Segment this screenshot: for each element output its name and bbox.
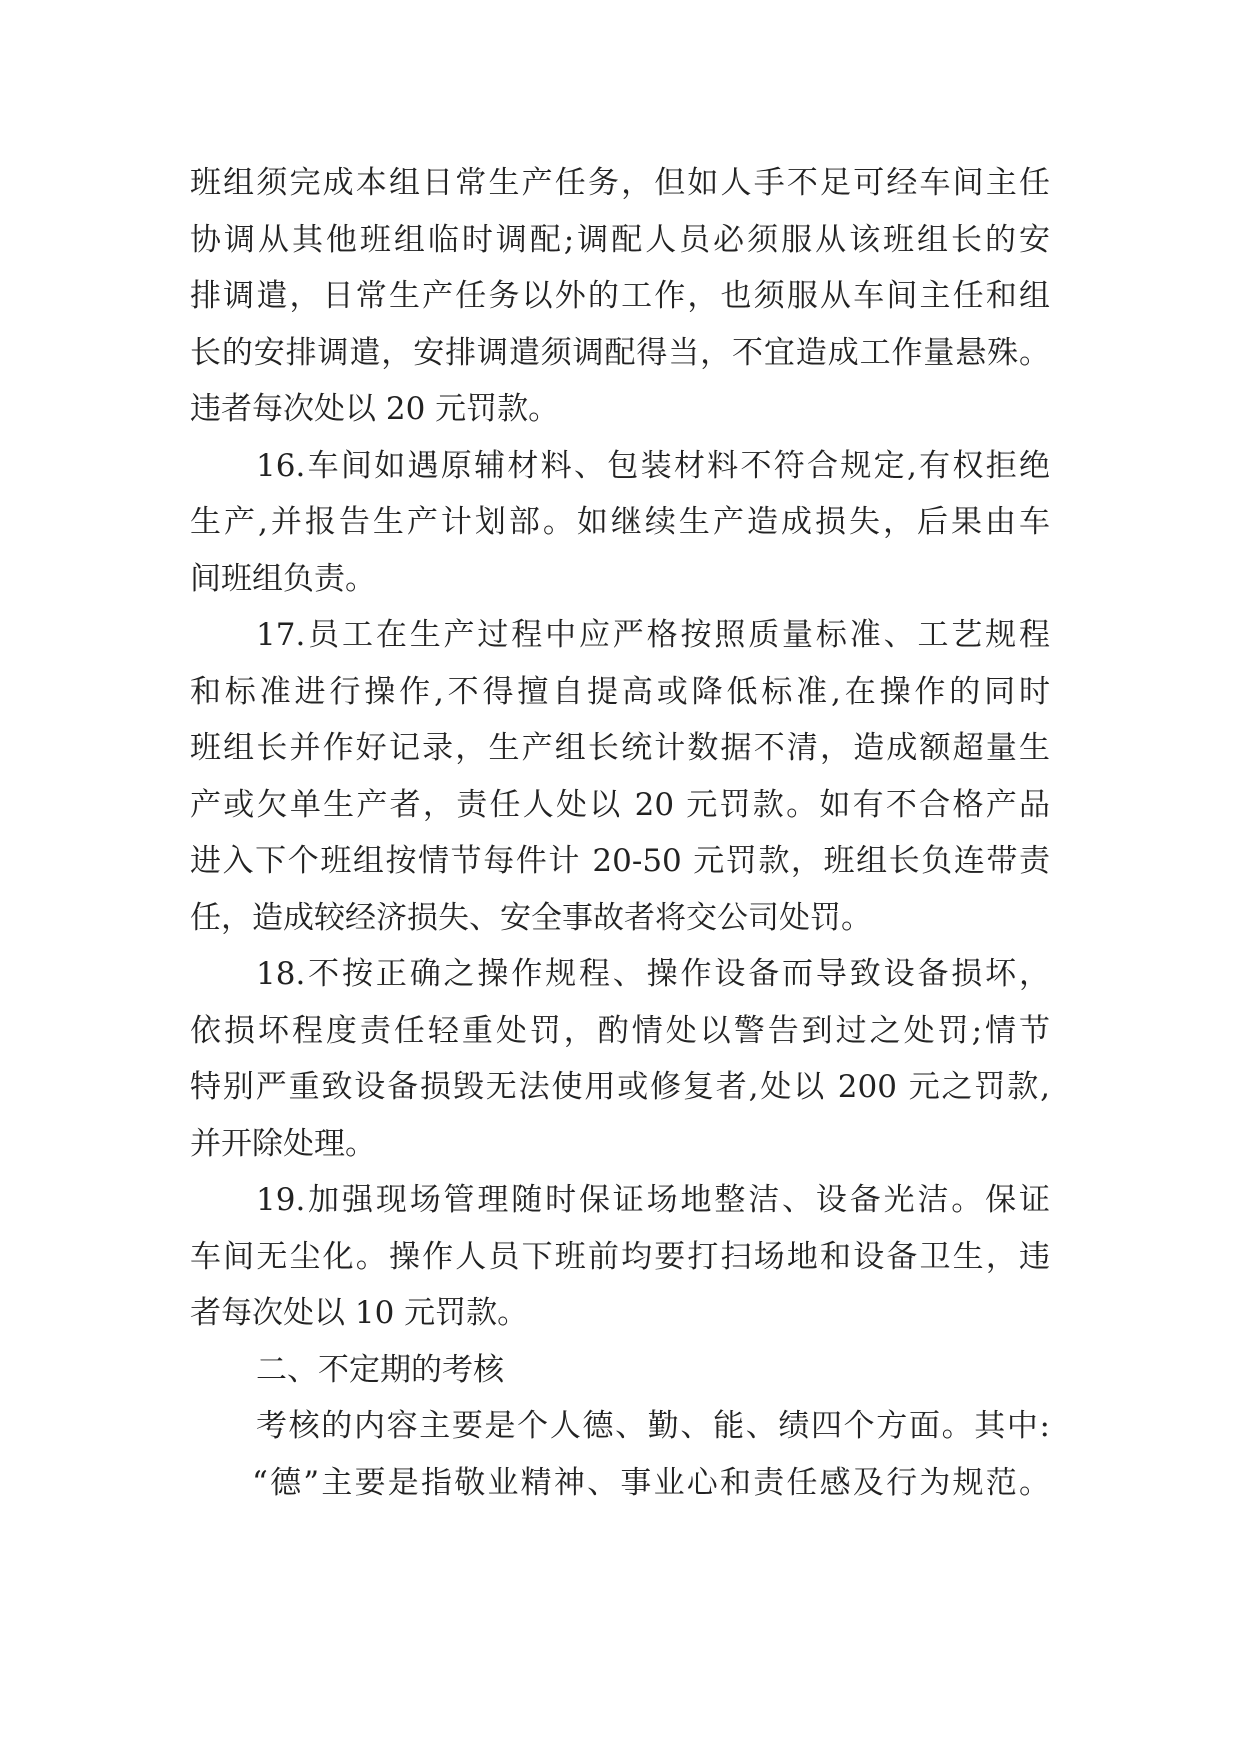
paragraph-line: 间班组负责。	[190, 560, 376, 597]
paragraph-line: 18.不按正确之操作规程、操作设备而导致设备损坏，	[256, 956, 1050, 992]
paragraph-line: 进入下个班组按情节每件计 20-50 元罚款，班组长负连带责	[190, 843, 1050, 879]
paragraph-line: 19.加强现场管理随时保证场地整洁、设备光洁。保证	[256, 1182, 1050, 1218]
paragraph-line: 特别严重致设备损毁无法使用或修复者,处以 200 元之罚款,	[190, 1069, 1050, 1105]
paragraph-line: 和标准进行操作,不得擅自提高或降低标准,在操作的同时	[190, 673, 1050, 710]
paragraph-line: 车间无尘化。操作人员下班前均要打扫场地和设备卫生，违	[190, 1238, 1050, 1275]
paragraph-line: 17.员工在生产过程中应严格按照质量标准、工艺规程	[256, 617, 1050, 653]
paragraph-line: 排调遣，日常生产任务以外的工作，也须服从车间主任和组	[190, 278, 1050, 314]
paragraph-line: 任，造成较经济损失、安全事故者将交公司处罚。	[190, 899, 872, 936]
paragraph-line: 班组须完成本组日常生产任务，但如人手不足可经车间主任	[190, 165, 1050, 201]
paragraph-line: 生产,并报告生产计划部。如继续生产造成损失，后果由车	[190, 504, 1050, 540]
paragraph-line: 班组长并作好记录，生产组长统计数据不清，造成额超量生	[190, 730, 1050, 766]
paragraph-line: 16.车间如遇原辅材料、包装材料不符合规定,有权拒绝	[256, 447, 1050, 484]
paragraph-line: 协调从其他班组临时调配;调配人员必须服从该班组长的安	[190, 221, 1050, 258]
paragraph-line: 长的安排调遣，安排调遣须调配得当，不宜造成工作量悬殊。	[190, 334, 1050, 371]
paragraph-line: 并开除处理。	[190, 1125, 376, 1162]
paragraph-line: “德”主要是指敬业精神、事业心和责任感及行为规范。	[252, 1464, 1050, 1501]
document-body	[190, 155, 1050, 1511]
paragraph-line: 产或欠单生产者，责任人处以 20 元罚款。如有不合格产品	[190, 786, 1050, 823]
paragraph-line: 违者每次处以 20 元罚款。	[190, 391, 560, 427]
paragraph-line: 依损坏程度责任轻重处罚，酌情处以警告到过之处罚;情节	[190, 1012, 1050, 1049]
section-heading: 二、不定期的考核	[256, 1351, 504, 1388]
paragraph-line: 考核的内容主要是个人德、勤、能、绩四个方面。其中:	[256, 1408, 1050, 1444]
paragraph-line: 者每次处以 10 元罚款。	[190, 1295, 529, 1331]
